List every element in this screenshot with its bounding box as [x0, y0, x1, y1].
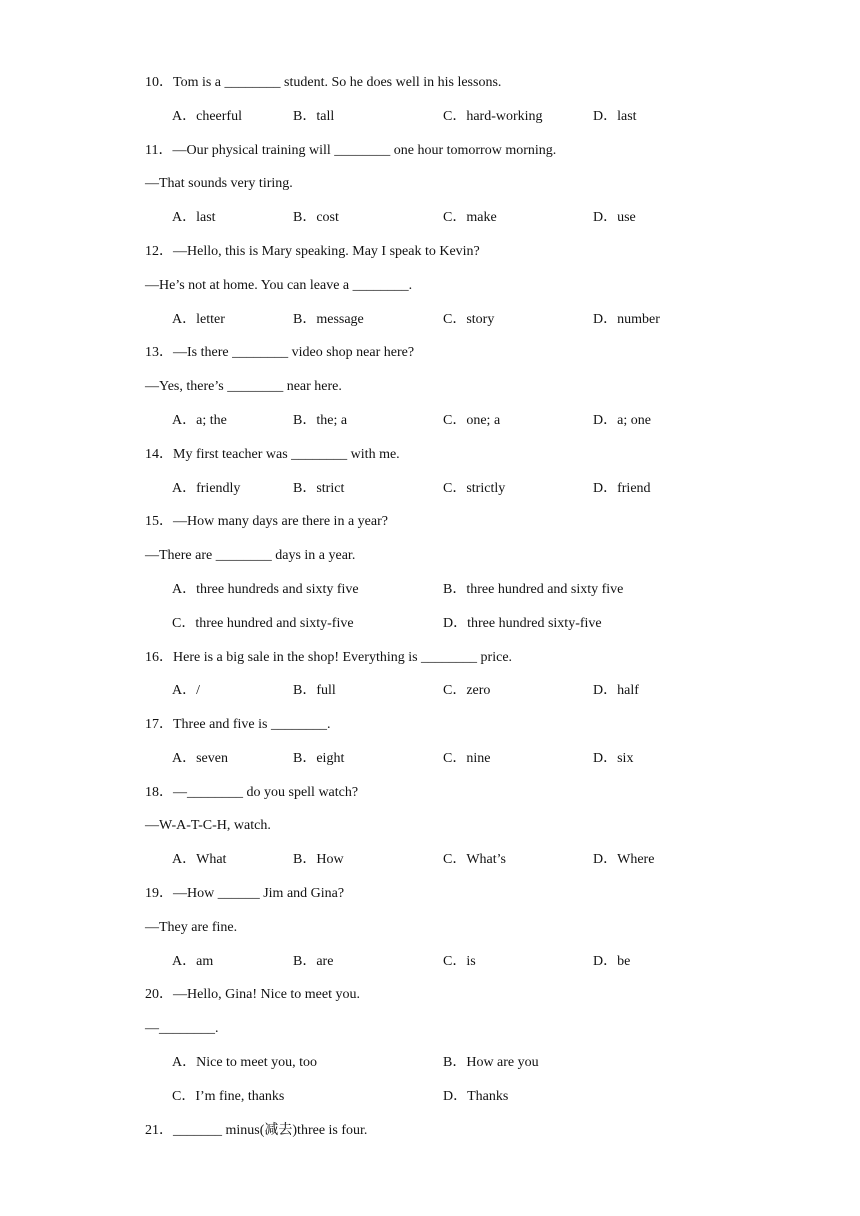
question-12-stem: 12．—Hello, this is Mary speaking. May I speak to Kevin? [145, 244, 480, 259]
q10-option-b: B．tall [293, 109, 335, 124]
q11-option-c: C．make [443, 210, 497, 225]
q14-option-b: B．strict [293, 481, 345, 496]
question-11-stem: 11．—Our physical training will ________ one hour tomorrow morning. [145, 143, 557, 158]
question-15-response: —There are ________ days in a year. [145, 548, 356, 563]
question-20-response: —________. [145, 1021, 219, 1036]
q13-option-b: B．the; a [293, 413, 348, 428]
question-13-stem: 13．—Is there ________ video shop near here? [145, 345, 415, 360]
q17-option-b: B．eight [293, 751, 345, 766]
q13-option-d: D．a; one [593, 413, 651, 428]
q19-option-a: A．am [172, 954, 214, 969]
question-18-response: —W-A-T-C-H, watch. [145, 818, 271, 833]
q17-option-d: D．six [593, 751, 634, 766]
question-19-stem: 19．—How ______ Jim and Gina? [145, 886, 345, 901]
q16-option-d: D．half [593, 683, 639, 698]
q15-option-b: B．three hundred and sixty five [443, 582, 624, 597]
q19-option-b: B．are [293, 954, 334, 969]
question-20-stem: 20．—Hello, Gina! Nice to meet you. [145, 987, 361, 1002]
question-15-stem: 15．—How many days are there in a year? [145, 514, 388, 529]
q17-option-c: C．nine [443, 751, 491, 766]
q19-option-d: D．be [593, 954, 631, 969]
q13-option-a: A．a; the [172, 413, 227, 428]
q14-option-d: D．friend [593, 481, 651, 496]
question-13-response: —Yes, there’s ________ near here. [145, 379, 342, 394]
q16-option-a: A．/ [172, 683, 200, 698]
q13-option-c: C．one; a [443, 413, 501, 428]
q20-option-a: A．Nice to meet you, too [172, 1055, 318, 1070]
q11-option-d: D．use [593, 210, 636, 225]
q15-option-a: A．three hundreds and sixty five [172, 582, 359, 597]
q10-option-d: D．last [593, 109, 637, 124]
q20-option-c: C．I’m fine, thanks [172, 1089, 285, 1104]
q12-option-c: C．story [443, 312, 495, 327]
q14-option-a: A．friendly [172, 481, 241, 496]
q12-option-b: B．message [293, 312, 364, 327]
q12-option-a: A．letter [172, 312, 225, 327]
q18-option-a: A．What [172, 852, 227, 867]
question-12-response: —He’s not at home. You can leave a ________. [145, 278, 413, 293]
q11-option-b: B．cost [293, 210, 339, 225]
q14-option-c: C．strictly [443, 481, 506, 496]
question-14-stem: 14．My first teacher was ________ with me. [145, 447, 400, 462]
question-10-stem: 10．Tom is a ________ student. So he does well in his lessons. [145, 75, 502, 90]
q19-option-c: C．is [443, 954, 476, 969]
q20-option-d: D．Thanks [443, 1089, 509, 1104]
q16-option-c: C．zero [443, 683, 491, 698]
question-16-stem: 16．Here is a big sale in the shop! Everything is ________ price. [145, 650, 513, 665]
q18-option-c: C．What’s [443, 852, 506, 867]
question-18-stem: 18．—________ do you spell watch? [145, 785, 359, 800]
q11-option-a: A．last [172, 210, 216, 225]
question-21-stem: 21．_______ minus(减去)three is four. [145, 1123, 368, 1138]
question-17-stem: 17．Three and five is ________. [145, 717, 331, 732]
q15-option-d: D．three hundred sixty-five [443, 616, 602, 631]
q20-option-b: B．How are you [443, 1055, 539, 1070]
question-19-response: —They are fine. [145, 920, 238, 935]
q16-option-b: B．full [293, 683, 336, 698]
q12-option-d: D．number [593, 312, 660, 327]
q17-option-a: A．seven [172, 751, 228, 766]
question-11-response: —That sounds very tiring. [145, 176, 293, 191]
q10-option-a: A．cheerful [172, 109, 242, 124]
q18-option-d: D．Where [593, 852, 655, 867]
q15-option-c: C．three hundred and sixty-five [172, 616, 354, 631]
q18-option-b: B．How [293, 852, 344, 867]
q10-option-c: C．hard-working [443, 109, 543, 124]
